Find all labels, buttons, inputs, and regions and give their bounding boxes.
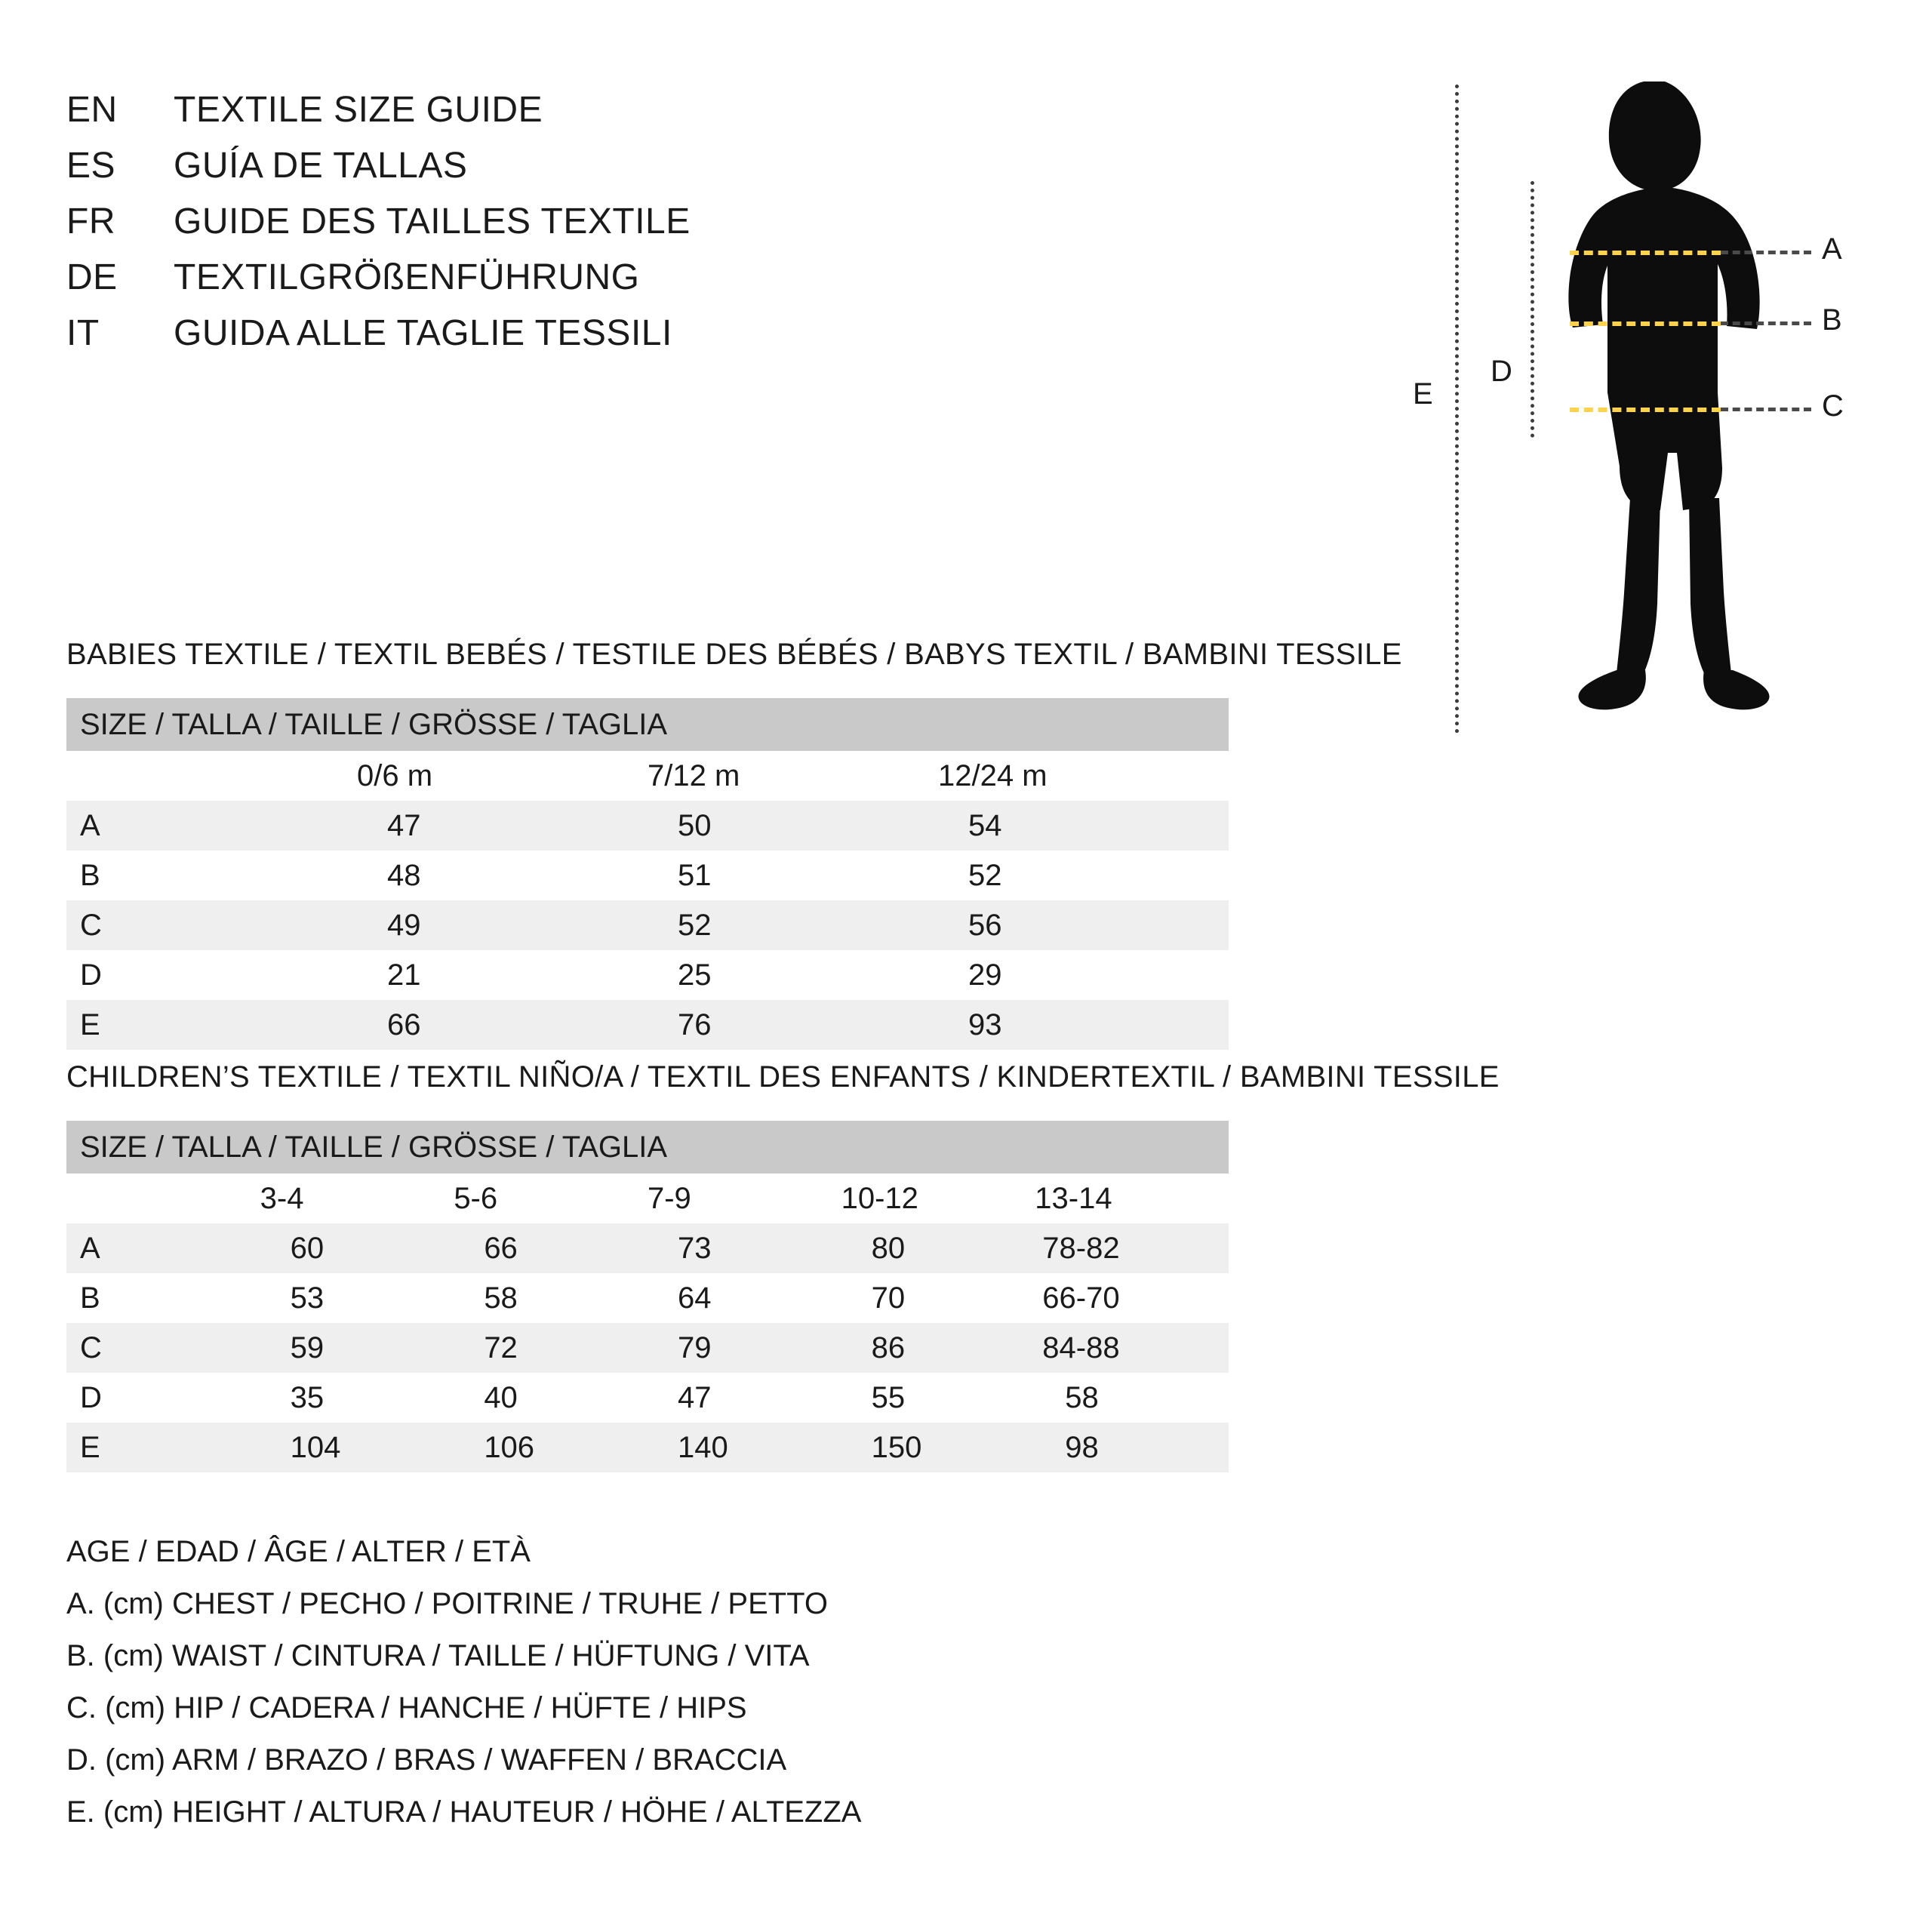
measure-line-hip-c <box>1570 408 1721 412</box>
legend-item-d: D. (cm) ARM / BRAZO / BRAS / WAFFEN / BRACCIA <box>66 1743 787 1777</box>
babies-column-header-row <box>66 751 1229 801</box>
title-row-de <box>66 257 1349 312</box>
children-section-heading: CHILDREN’S TEXTILE / TEXTIL NIÑO/A / TEXTIL DES ENFANTS / KINDERTEXTIL / BAMBINI TESSILE <box>66 1060 1500 1094</box>
figure-label-d: D <box>1491 355 1512 388</box>
lang-code-en: EN <box>66 90 118 130</box>
children-col-2: 7-9 <box>648 1174 841 1223</box>
babies-a-1: 50 <box>648 801 938 851</box>
children-d-2: 47 <box>648 1373 841 1423</box>
table-row <box>66 950 1229 1000</box>
babies-row-label-d: D <box>66 950 357 1000</box>
children-d-4: 58 <box>1035 1373 1229 1423</box>
children-a-4: 78-82 <box>1035 1223 1229 1273</box>
children-b-1: 58 <box>454 1273 648 1323</box>
table-row <box>66 801 1229 851</box>
figure-label-e: E <box>1413 377 1433 411</box>
leader-line-a <box>1721 251 1811 254</box>
babies-row-label-c: C <box>66 900 357 950</box>
babies-b-2: 52 <box>938 851 1229 900</box>
title-text-it: GUIDA ALLE TAGLIE TESSILI <box>174 313 672 353</box>
children-c-2: 79 <box>648 1323 841 1373</box>
legend-item-c: C. (cm) HIP / CADERA / HANCHE / HÜFTE / HIPS <box>66 1691 747 1724</box>
children-a-0: 60 <box>260 1223 454 1273</box>
height-guide-line-e <box>1455 85 1459 734</box>
title-text-es: GUÍA DE TALLAS <box>174 146 468 186</box>
measure-line-waist-b <box>1570 321 1721 326</box>
children-b-4: 66-70 <box>1035 1273 1229 1323</box>
table-row <box>66 1273 1229 1323</box>
babies-e-1: 76 <box>648 1000 938 1050</box>
child-silhouette <box>1547 75 1834 724</box>
children-table-header-bar <box>66 1121 1229 1174</box>
babies-a-0: 47 <box>357 801 648 851</box>
figure-label-c: C <box>1822 389 1844 423</box>
title-row-fr <box>66 201 1349 257</box>
title-text-en: TEXTILE SIZE GUIDE <box>174 90 543 130</box>
lang-code-it: IT <box>66 313 100 353</box>
babies-d-2: 29 <box>938 950 1229 1000</box>
leader-line-c <box>1721 408 1811 411</box>
babies-d-1: 25 <box>648 950 938 1000</box>
children-col-4: 13-14 <box>1035 1174 1229 1223</box>
children-col-0: 3-4 <box>260 1174 454 1223</box>
children-a-3: 80 <box>841 1223 1035 1273</box>
children-column-header-row <box>66 1174 1229 1223</box>
legend-item-b: B. (cm) WAIST / CINTURA / TAILLE / HÜFTUNG / VITA <box>66 1639 810 1672</box>
children-row-label-c: C <box>66 1323 260 1373</box>
babies-a-2: 54 <box>938 801 1229 851</box>
table-row <box>66 1223 1229 1273</box>
babies-size-table <box>66 698 1229 1050</box>
children-size-table <box>66 1121 1229 1472</box>
children-e-4: 98 <box>1035 1423 1229 1472</box>
babies-table-header-bar <box>66 698 1229 751</box>
table-row <box>66 1000 1229 1050</box>
measurement-figure <box>1413 75 1887 755</box>
children-row-label-e: E <box>66 1423 260 1472</box>
children-e-1: 106 <box>454 1423 648 1472</box>
children-c-1: 72 <box>454 1323 648 1373</box>
lang-code-es: ES <box>66 146 116 186</box>
figure-label-b: B <box>1822 303 1842 337</box>
children-col-1: 5-6 <box>454 1174 648 1223</box>
title-text-de: TEXTILGRÖßENFÜHRUNG <box>174 257 640 297</box>
babies-d-0: 21 <box>357 950 648 1000</box>
babies-c-1: 52 <box>648 900 938 950</box>
children-b-2: 64 <box>648 1273 841 1323</box>
babies-row-label-a: A <box>66 801 357 851</box>
babies-e-0: 66 <box>357 1000 648 1050</box>
babies-col-0: 0/6 m <box>357 751 648 801</box>
babies-b-0: 48 <box>357 851 648 900</box>
title-row-es <box>66 145 1349 201</box>
children-e-0: 104 <box>260 1423 454 1472</box>
babies-section-heading: BABIES TEXTILE / TEXTIL BEBÉS / TESTILE DES BÉBÉS / BABYS TEXTIL / BAMBINI TESSILE <box>66 638 1402 671</box>
children-d-0: 35 <box>260 1373 454 1423</box>
children-d-1: 40 <box>454 1373 648 1423</box>
babies-header-label: SIZE / TALLA / TAILLE / GRÖSSE / TAGLIA <box>66 698 1229 751</box>
children-col-3: 10-12 <box>841 1174 1035 1223</box>
table-row <box>66 1423 1229 1472</box>
children-b-0: 53 <box>260 1273 454 1323</box>
table-row <box>66 1323 1229 1373</box>
title-text-fr: GUIDE DES TAILLES TEXTILE <box>174 202 691 242</box>
children-row-label-d: D <box>66 1373 260 1423</box>
title-row-en <box>66 89 1349 145</box>
table-row <box>66 900 1229 950</box>
babies-row-label-b: B <box>66 851 357 900</box>
table-row <box>66 1373 1229 1423</box>
title-row-it <box>66 312 1349 368</box>
babies-c-0: 49 <box>357 900 648 950</box>
figure-label-a: A <box>1822 232 1842 266</box>
children-a-1: 66 <box>454 1223 648 1273</box>
babies-e-2: 93 <box>938 1000 1229 1050</box>
title-block <box>66 89 1349 368</box>
children-c-4: 84-88 <box>1035 1323 1229 1373</box>
children-b-3: 70 <box>841 1273 1035 1323</box>
children-e-2: 140 <box>648 1423 841 1472</box>
children-c-0: 59 <box>260 1323 454 1373</box>
legend-item-e: E. (cm) HEIGHT / ALTURA / HAUTEUR / HÖHE / ALTEZZA <box>66 1795 862 1829</box>
babies-row-label-e: E <box>66 1000 357 1050</box>
measure-line-chest-a <box>1570 251 1721 255</box>
arm-guide-line-d <box>1531 181 1534 438</box>
lang-code-de: DE <box>66 257 118 297</box>
babies-col-2: 12/24 m <box>938 751 1229 801</box>
legend-title: AGE / EDAD / ÂGE / ALTER / ETÀ <box>66 1535 531 1568</box>
children-row-label-b: B <box>66 1273 260 1323</box>
children-e-3: 150 <box>841 1423 1035 1472</box>
legend-block <box>66 1526 861 1838</box>
babies-c-2: 56 <box>938 900 1229 950</box>
children-a-2: 73 <box>648 1223 841 1273</box>
babies-col-1: 7/12 m <box>648 751 938 801</box>
children-corner-cell <box>66 1174 260 1223</box>
babies-b-1: 51 <box>648 851 938 900</box>
children-c-3: 86 <box>841 1323 1035 1373</box>
children-d-3: 55 <box>841 1373 1035 1423</box>
children-header-label: SIZE / TALLA / TAILLE / GRÖSSE / TAGLIA <box>66 1121 1229 1174</box>
table-row <box>66 851 1229 900</box>
children-row-label-a: A <box>66 1223 260 1273</box>
babies-corner-cell <box>66 751 357 801</box>
lang-code-fr: FR <box>66 202 115 242</box>
legend-item-a: A. (cm) CHEST / PECHO / POITRINE / TRUHE / PETTO <box>66 1587 829 1620</box>
leader-line-b <box>1721 321 1811 325</box>
